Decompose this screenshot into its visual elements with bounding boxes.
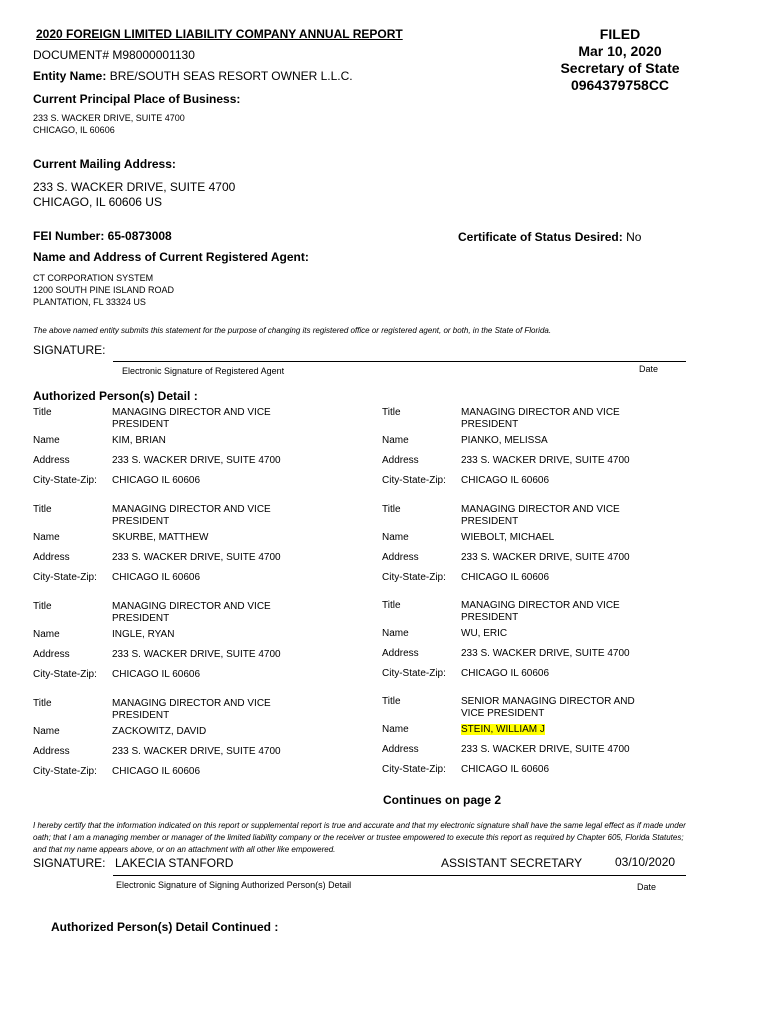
person-address-key: Address [382, 455, 419, 466]
agent-address [33, 272, 174, 308]
person-name-key: Name [33, 435, 60, 446]
agent-label: Name and Address of Current Registered Agent: [33, 250, 309, 264]
person-address-key: Address [33, 455, 70, 466]
person-csz-key: City-State-Zip: [33, 669, 97, 680]
signature2-date: 03/10/2020 [615, 855, 676, 869]
principal-place-label: Current Principal Place of Business: [33, 92, 241, 106]
person-name-key: Name [33, 532, 60, 543]
person-title-key: Title [33, 698, 52, 709]
person-name: SKURBE, MATTHEW [112, 532, 209, 543]
person-name-key: Name [33, 629, 60, 640]
mailing-address [33, 180, 235, 210]
person-csz: CHICAGO IL 60606 [112, 766, 201, 777]
person-csz: CHICAGO IL 60606 [461, 572, 550, 583]
person-name-key: Name [382, 628, 409, 639]
signature2-role: ASSISTANT SECRETARY [441, 856, 583, 870]
person-address: 233 S. WACKER DRIVE, SUITE 4700 [461, 552, 630, 563]
person-address-key: Address [33, 649, 70, 660]
person-csz: CHICAGO IL 60606 [112, 475, 201, 486]
authorized-heading: Authorized Person(s) Detail : [33, 389, 198, 403]
person-name: INGLE, RYAN [112, 629, 175, 640]
filed-office: Secretary of State [560, 60, 680, 76]
person-title-key: Title [33, 601, 52, 612]
continued-heading: Authorized Person(s) Detail Continued : [51, 920, 279, 934]
certification-text: I hereby certify that the information indicated on this report or supplemental report is true and accurate and that my electronic signature shall have the same legal effect as if made under oath; that I am a managing member or manager of the limited liability company or the receiver or trustee empowered to execute this report as required by Chapter 605, Florida Statutes; and that my name appears above, or on an attachment with all other like empowered. [33, 821, 686, 854]
person-address: 233 S. WACKER DRIVE, SUITE 4700 [112, 552, 281, 563]
person-address: 233 S. WACKER DRIVE, SUITE 4700 [461, 648, 630, 659]
person-csz: CHICAGO IL 60606 [461, 764, 550, 775]
person-title-key: Title [382, 504, 401, 515]
person-address-key: Address [33, 746, 70, 757]
person-csz-key: City-State-Zip: [382, 572, 446, 583]
signature-date-label: Date [639, 364, 659, 374]
certificate-status [458, 230, 641, 244]
document-number: M98000001130 [112, 48, 195, 62]
person-name-key: Name [382, 724, 409, 735]
agent-line1: CT CORPORATION SYSTEM [33, 273, 154, 283]
person-title: MANAGING DIRECTOR AND VICE PRESIDENT [112, 698, 271, 721]
filed-date: Mar 10, 2020 [578, 43, 662, 59]
highlighted-name: STEIN, WILLIAM J [461, 724, 545, 735]
principal-line1: 233 S. WACKER DRIVE, SUITE 4700 [33, 113, 185, 123]
signature-caption: Electronic Signature of Registered Agent [122, 366, 285, 376]
person-title: MANAGING DIRECTOR AND VICE PRESIDENT [461, 407, 620, 430]
fei-number: FEI Number: 65-0873008 [33, 229, 172, 243]
entity-name: BRE/SOUTH SEAS RESORT OWNER L.L.C. [109, 69, 353, 83]
person-name [461, 724, 545, 736]
person-address: 233 S. WACKER DRIVE, SUITE 4700 [112, 649, 281, 660]
entity-name-row [33, 69, 353, 83]
person-address: 233 S. WACKER DRIVE, SUITE 4700 [461, 455, 630, 466]
person-csz-key: City-State-Zip: [382, 475, 446, 486]
person-title-key: Title [33, 407, 52, 418]
person-csz: CHICAGO IL 60606 [112, 669, 201, 680]
person-name: WU, ERIC [461, 628, 508, 639]
mailing-line2: CHICAGO, IL 60606 US [33, 195, 162, 209]
filed-stamp [530, 26, 710, 94]
signature-label: SIGNATURE: [33, 343, 106, 357]
filed-number: 0964379758CC [570, 77, 670, 93]
document-number-row [33, 48, 195, 62]
signature2-date-label: Date [637, 882, 657, 892]
person-title: MANAGING DIRECTOR AND VICE PRESIDENT [112, 407, 271, 430]
person-title-key: Title [382, 600, 401, 611]
person-address-key: Address [382, 744, 419, 755]
signature-line [113, 361, 686, 362]
person-title: MANAGING DIRECTOR AND VICE PRESIDENT [461, 600, 620, 623]
person-title: SENIOR MANAGING DIRECTOR AND VICE PRESIDENT [461, 696, 635, 719]
person-address: 233 S. WACKER DRIVE, SUITE 4700 [112, 455, 281, 466]
person-csz: CHICAGO IL 60606 [461, 668, 550, 679]
person-name-key: Name [382, 532, 409, 543]
person-name: PIANKO, MELISSA [461, 435, 548, 446]
person-name-key: Name [382, 435, 409, 446]
person-address-key: Address [382, 552, 419, 563]
agent-statement: The above named entity submits this statement for the purpose of changing its registered office or registered agent, or both, in the State of Florida. [33, 326, 552, 335]
person-csz-key: City-State-Zip: [33, 766, 97, 777]
person-address-key: Address [33, 552, 70, 563]
person-csz-key: City-State-Zip: [382, 668, 446, 679]
person-title-key: Title [382, 407, 401, 418]
principal-line2: CHICAGO, IL 60606 [33, 125, 115, 135]
filed-line: FILED [599, 26, 641, 42]
principal-place-address [33, 112, 185, 136]
agent-line3: PLANTATION, FL 33324 US [33, 297, 146, 307]
certificate-status-value: No [626, 230, 642, 244]
person-csz-key: City-State-Zip: [33, 475, 97, 486]
person-csz-key: City-State-Zip: [33, 572, 97, 583]
mailing-label: Current Mailing Address: [33, 157, 176, 171]
signature2-caption: Electronic Signature of Signing Authorized Person(s) Detail [116, 880, 352, 890]
person-address-key: Address [382, 648, 419, 659]
signature2-label: SIGNATURE: [33, 856, 106, 870]
person-title: MANAGING DIRECTOR AND VICE PRESIDENT [112, 504, 271, 527]
report-title: 2020 FOREIGN LIMITED LIABILITY COMPANY ANNUAL REPORT [36, 27, 403, 41]
person-csz: CHICAGO IL 60606 [461, 475, 550, 486]
signature2-line [113, 875, 686, 876]
person-title-key: Title [33, 504, 52, 515]
mailing-line1: 233 S. WACKER DRIVE, SUITE 4700 [33, 180, 236, 194]
person-csz: CHICAGO IL 60606 [112, 572, 201, 583]
person-name: ZACKOWITZ, DAVID [112, 726, 207, 737]
continues-note: Continues on page 2 [383, 793, 502, 807]
person-name-key: Name [33, 726, 60, 737]
person-address: 233 S. WACKER DRIVE, SUITE 4700 [461, 744, 630, 755]
entity-name-label: Entity Name: [33, 69, 107, 83]
signature2-name: LAKECIA STANFORD [115, 856, 234, 870]
person-csz-key: City-State-Zip: [382, 764, 446, 775]
person-title-key: Title [382, 696, 401, 707]
person-name: KIM, BRIAN [112, 435, 166, 446]
certificate-status-label: Certificate of Status Desired: [458, 230, 623, 244]
person-name: WIEBOLT, MICHAEL [461, 532, 555, 543]
person-title: MANAGING DIRECTOR AND VICE PRESIDENT [112, 601, 271, 624]
agent-line2: 1200 SOUTH PINE ISLAND ROAD [33, 285, 175, 295]
person-address: 233 S. WACKER DRIVE, SUITE 4700 [112, 746, 281, 757]
person-title: MANAGING DIRECTOR AND VICE PRESIDENT [461, 504, 620, 527]
document-label: DOCUMENT# [33, 48, 110, 62]
